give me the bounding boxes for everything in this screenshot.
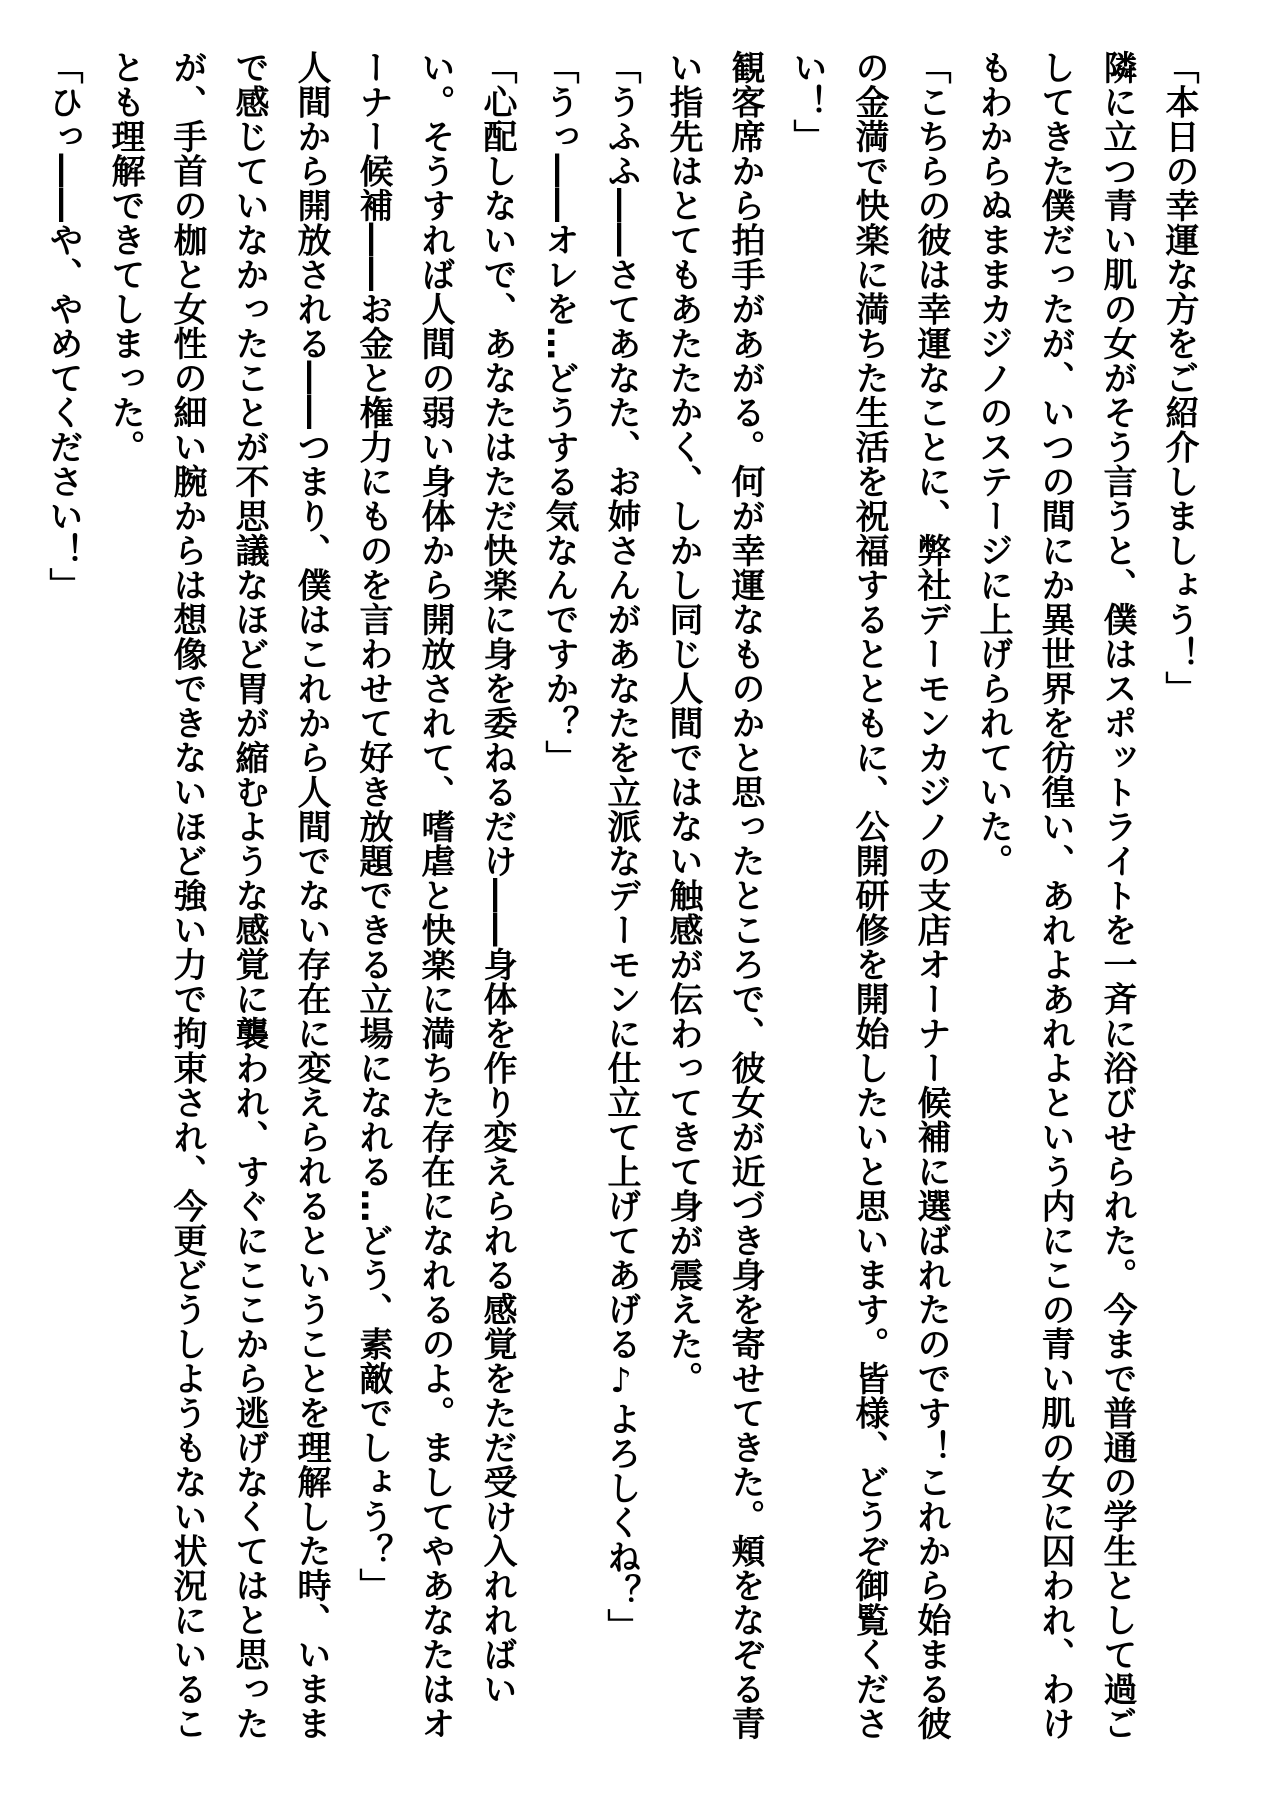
dialogue-line: 「うっ――オレを…どうする気なんですか？」 [539,50,579,775]
dialogue-line: 「本日の幸運な方をご紹介しましょう！」 [1159,50,1199,706]
narration-paragraph: 観客席から拍手があがる。何が幸運なものかと思ったところで、彼女が近づき身を寄せてきた。頬をなぞる青い指先はとてもあたたかく、しかし同じ人間ではない触感が伝わってきて身が震えた。 [663,50,765,1741]
narration-paragraph: 人間から開放される――つまり、僕はこれから人間でない存在に変えられるということを理解した時、いままで感じていなかったことが不思議なほど胃が縮むような感覚に襲われ、すぐにここから逃げなくてはと思ったが、手首の枷と女性の細い腕からは想像できないほど強い力で拘束され、今更どうしようもない状況にいることも理解できてしまった。 [105,50,331,1741]
dialogue-line: 「心配しないで、あなたはただ快楽に身を委ねるだけ――身体を作り変えられる感覚をただ受け入れればいい。そうすれば人間の弱い身体から開放されて、嗜虐と快楽に満ちた存在になれるのよ。ましてやあなたはオーナー候補――お金と権力にものを言わせて好き放題できる立場になれる…どう、素敵でしょう？」 [353,50,517,1741]
narration-paragraph: 隣に立つ青い肌の女がそう言うと、僕はスポットライトを一斉に浴びせられた。今まで普通の学生として過ごしてきた僕だったが、いつの間にか異世界を彷徨い、あれよあれよという内にこの青い肌の女に囚われ、わけもわからぬままカジノのステージに上げられていた。 [973,50,1137,1741]
dialogue-line: 「ひっ――や、やめてください！」 [43,50,83,602]
dialogue-line: 「こちらの彼は幸運なことに、弊社デーモンカジノの支店オーナー候補に選ばれたのです！これから始まる彼の金満で快楽に満ちた生活を祝福するとともに、公開研修を開始したいと思います。皆様、どうぞ御覧ください！」 [787,50,951,1741]
dialogue-line: 「うふふ――さてあなた、お姉さんがあなたを立派なデーモンに仕立て上げてあげる♪よろしくね？」 [601,50,641,1643]
vertical-text-body [32,50,1210,1760]
